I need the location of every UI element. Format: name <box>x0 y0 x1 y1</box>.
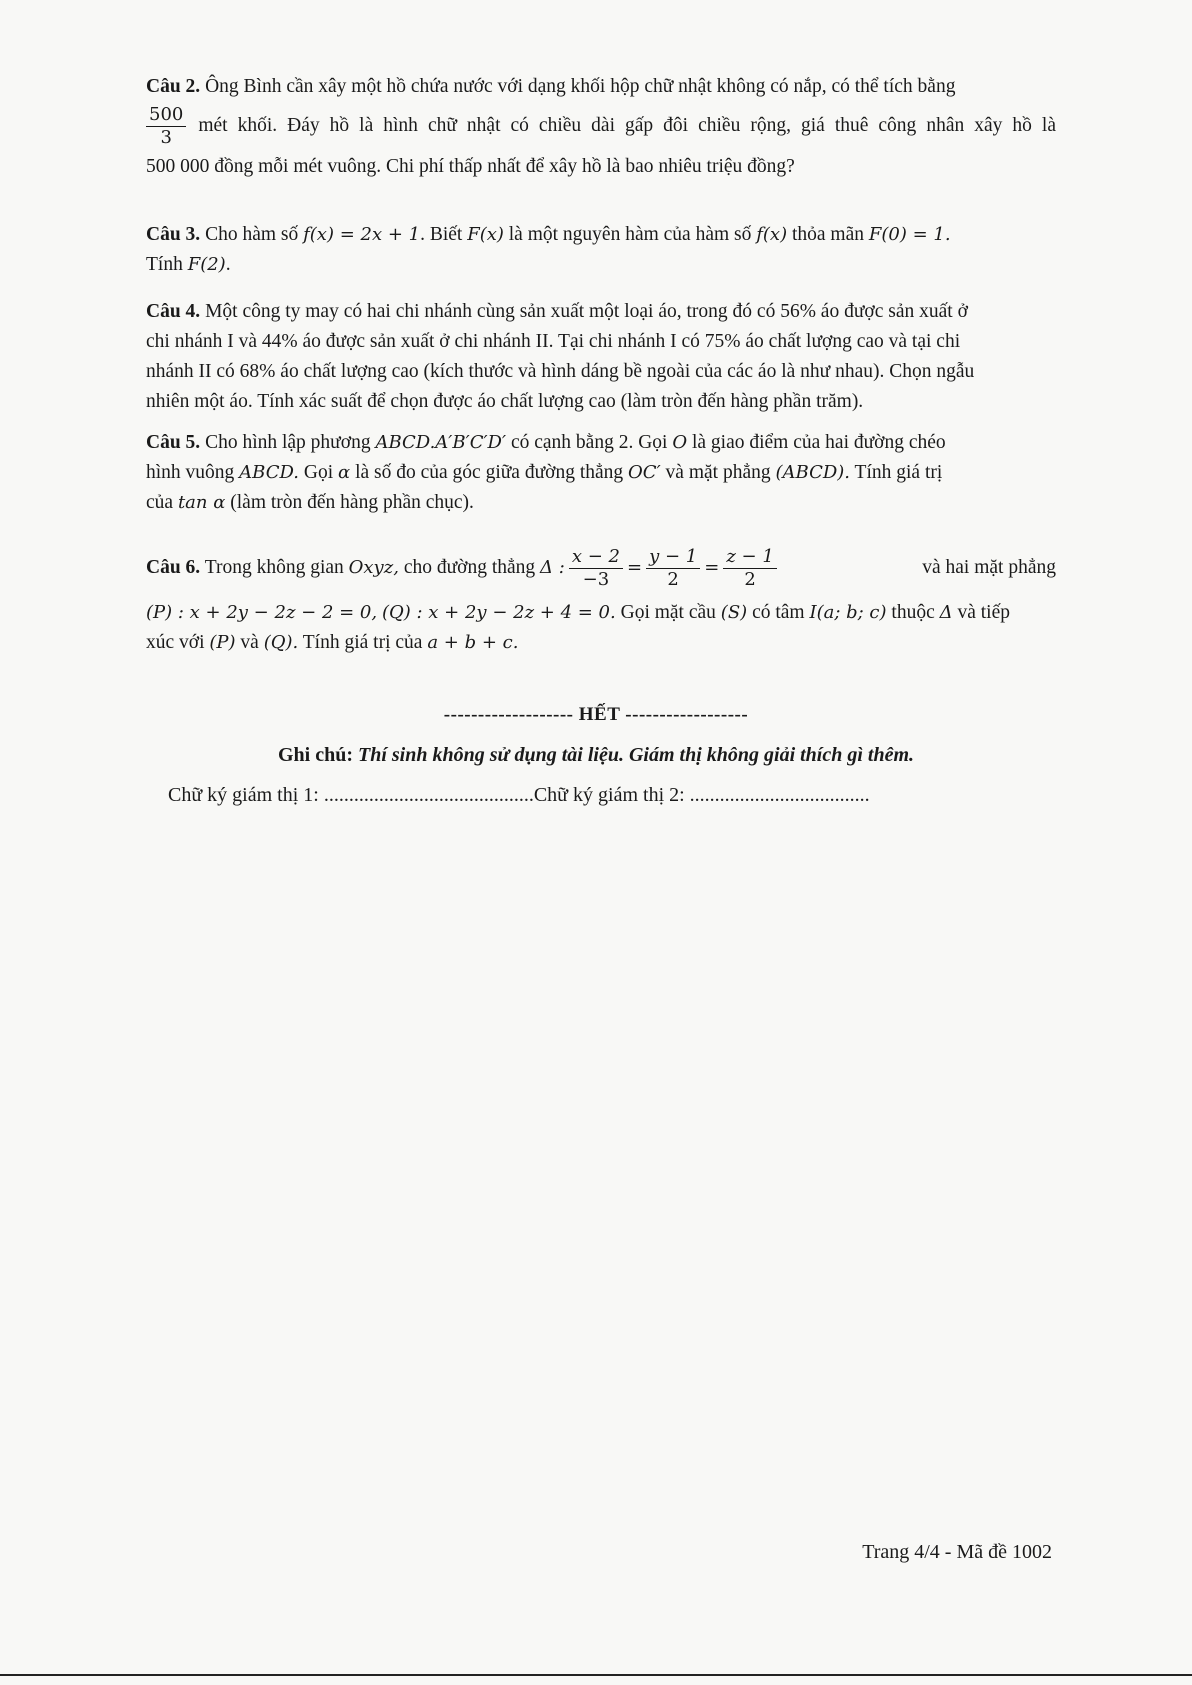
math-plane-q: (Q) : x + 2y − 2z + 4 = 0. <box>381 602 616 623</box>
math-line: OC′ <box>628 462 661 483</box>
question-2 <box>146 72 1056 182</box>
math-sum: a + b + c. <box>427 632 519 653</box>
question-text: nhánh II có 68% áo chất lượng cao (kích thước và hình dáng bề ngoài của các áo là như nhau). Chọn ngẫu <box>146 361 975 382</box>
math-space: Oxyz, <box>348 556 399 578</box>
question-text: Gọi <box>303 462 334 483</box>
math-point: O <box>672 432 688 453</box>
fraction-denominator: 2 <box>667 568 679 590</box>
question-text: hình vuông <box>146 462 235 483</box>
question-text: (làm tròn đến hàng phần chục). <box>230 492 474 513</box>
fraction-numerator: 500 <box>146 104 186 127</box>
math-delta: Δ <box>939 602 953 623</box>
question-text: 500 000 đồng mỗi mét vuông. Chi phí thấp nhất để xây hồ là bao nhiêu triệu đồng? <box>146 156 795 177</box>
fraction-numerator: y − 1 <box>646 546 700 569</box>
footnote <box>0 744 1192 767</box>
question-text: Cho hàm số <box>205 224 299 245</box>
question-text: xúc với <box>146 632 205 653</box>
question-text: chi nhánh I và 44% áo được sản xuất ở chi nhánh II. Tại chi nhánh I có 75% áo chất lượng cao và tại chi <box>146 331 961 352</box>
question-text: Ông Bình cần xây một hồ chứa nước với dạng khối hộp chữ nhật không có nắp, có thể tích bằng <box>205 76 956 97</box>
fraction-y <box>646 546 700 591</box>
question-text: thuộc <box>891 602 935 623</box>
question-text: và <box>240 632 259 653</box>
question-label: Câu 6. <box>146 556 201 578</box>
question-text: Tính giá trị <box>854 462 943 483</box>
math-tan: tan α <box>177 492 226 513</box>
signature-proctor-1: Chữ ký giám thị 1: .......................................... <box>168 784 534 806</box>
question-text: và hai mặt phẳng <box>922 557 1056 578</box>
math-line-delta: Δ : <box>540 556 565 578</box>
math-function-ref: f(x) <box>756 224 788 245</box>
question-text: có tâm <box>752 602 805 623</box>
math-expression: F(2) <box>187 254 226 275</box>
question-text: Trong không gian <box>204 556 344 578</box>
fraction-numerator: z − 1 <box>723 546 776 569</box>
note-text: Thí sinh không sử dụng tài liệu. Giám thị không giải thích gì thêm. <box>358 744 915 766</box>
question-text: có cạnh bằng 2. Gọi <box>510 432 668 453</box>
math-condition: F(0) = 1. <box>868 224 951 245</box>
math-plane-p: (P) : x + 2y − 2z − 2 = 0, <box>146 602 378 623</box>
question-text: Tính giá trị của <box>302 632 423 653</box>
fraction-denominator: −3 <box>582 568 610 590</box>
math-sphere: (S) <box>720 602 748 623</box>
signature-proctor-2: Chữ ký giám thị 2: .................................... <box>533 784 870 806</box>
question-label: Câu 2. <box>146 76 201 97</box>
question-text: là giao điểm của hai đường chéo <box>691 432 946 453</box>
question-text: mét khối. Đáy hồ là hình chữ nhật có chiều dài gấp đôi chiều rộng, giá thuê công nhân xây hồ là <box>198 115 1056 136</box>
question-text: Một công ty may có hai chi nhánh cùng sản xuất một loại áo, trong đó có 56% áo được sản xuất ở <box>205 301 968 322</box>
question-label: Câu 3. <box>146 224 201 245</box>
math-plane-q: (Q). <box>263 632 299 653</box>
end-marker: ------------------- HẾT ------------------ <box>443 704 749 725</box>
math-cube: ABCD.A′B′C′D′ <box>375 432 507 453</box>
question-text: là số đo của góc giữa đường thẳng <box>355 462 624 483</box>
question-label: Câu 4. <box>146 301 201 322</box>
question-text: cho đường thẳng <box>403 556 536 578</box>
question-text: . Biết <box>420 224 463 245</box>
math-plane-p: (P) <box>209 632 236 653</box>
question-text: là một nguyên hàm của hàm số <box>508 224 752 245</box>
math-angle: α <box>338 462 351 483</box>
question-text: và tiếp <box>957 602 1011 623</box>
question-text: của <box>146 492 174 513</box>
question-text: . <box>225 254 231 275</box>
question-text: nhiên một áo. Tính xác suất để chọn được áo chất lượng cao (làm tròn đến hàng phần trăm). <box>146 391 864 412</box>
fraction-volume <box>146 104 186 149</box>
fraction-z <box>723 546 776 591</box>
question-label: Câu 5. <box>146 432 201 453</box>
question-3 <box>146 220 1056 280</box>
math-function: f(x) = 2x + 1 <box>303 224 421 245</box>
question-6: Câu 6. Trong không gian Oxyz, cho đường thẳng Δ : $\frac{x - 2}{-3}$ = $\frac{y - 1}{2}$ = $\frac{z - 1}{2}$ và hai mặt phẳng (P) : x + 2y − 2z − 2 = 0, (Q) : x + 2y − 2z + 4 = 0. Gọi mặt cầu (S) có tâm I(a; b; c) thuộc Δ và tiếp xúc với (P) và (Q). Tính giá trị của a + b + c. <box>146 545 1056 653</box>
fraction-x <box>569 546 623 591</box>
signature-lines <box>168 784 870 807</box>
question-5 <box>146 428 1056 518</box>
question-4 <box>146 297 1056 417</box>
question-text: và mặt phẳng <box>665 462 771 483</box>
math-center: I(a; b; c) <box>809 602 887 623</box>
question-text: Tính <box>146 254 183 275</box>
note-label: Ghi chú: <box>277 744 353 766</box>
question-text: Cho hình lập phương <box>205 432 371 453</box>
fraction-numerator: x − 2 <box>569 546 623 569</box>
bottom-rule <box>0 1674 1192 1676</box>
math-plane: (ABCD). <box>775 462 851 483</box>
math-square: ABCD. <box>239 462 300 483</box>
question-text: Gọi mặt cầu <box>620 602 716 623</box>
math-antiderivative: F(x) <box>467 224 504 245</box>
fraction-denominator: 3 <box>160 126 172 148</box>
page-footer: Trang 4/4 - Mã đề 1002 <box>862 1541 1052 1563</box>
fraction-denominator: 2 <box>744 568 756 590</box>
question-text: thỏa mãn <box>791 224 865 245</box>
